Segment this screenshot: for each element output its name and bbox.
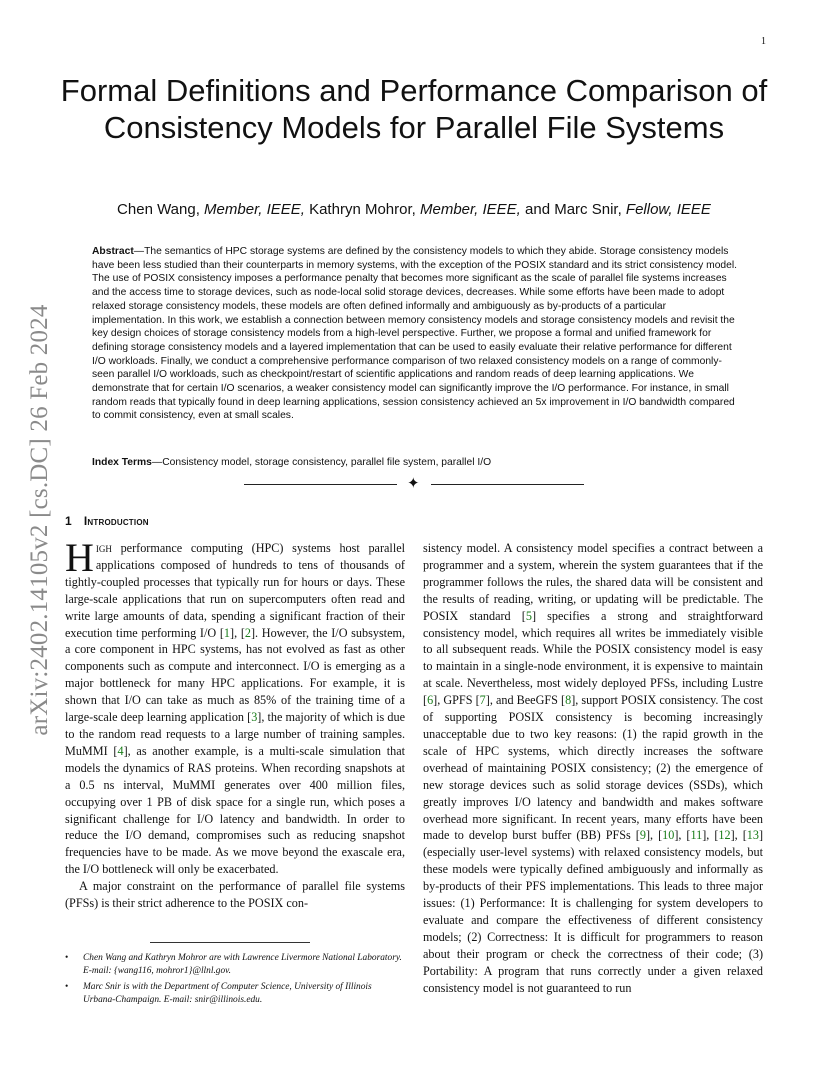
citation-link[interactable]: [ 5 ] <box>522 609 536 623</box>
abstract <box>92 245 738 423</box>
author-2-name: Kathryn Mohror, <box>304 201 420 218</box>
text-run: , <box>734 828 743 843</box>
citation-link[interactable]: [ 4 ] <box>113 744 127 758</box>
footnote-affiliation-1: • Chen Wang and Kathryn Mohror are with Lawrence Livermore National Laboratory. E-mail: {wang116, mohror1}@llnl.gov. <box>65 952 405 977</box>
author-1-name: Chen Wang, <box>117 201 205 218</box>
text-run: , GPFS <box>437 693 476 708</box>
text-run: , <box>678 828 687 843</box>
footnote-rule <box>150 942 310 943</box>
text-run: . However, the I/O subsystem, a core component in HPC systems, has not evolved as fast as other components such as compute and interconnect. I/O is emerging as a major bottleneck for many HPC applications. For example, it is shown that I/O can take as much as 85% of the training time of a large-scale deep learning application <box>65 625 406 725</box>
arxiv-identifier-text: arXiv:2402.14105v2 [cs.DC] 26 Feb 2024 <box>26 304 53 736</box>
citation-link[interactable]: [ 2 ] <box>241 626 255 640</box>
citation-link[interactable]: [ 10 ] <box>658 828 678 842</box>
right-column <box>423 540 763 996</box>
text-run: , <box>650 828 659 843</box>
index-terms-label: Index Terms <box>92 457 152 468</box>
intro-paragraph-1 <box>65 535 406 878</box>
citation-link[interactable]: [ 7 ] <box>476 693 490 707</box>
text-run: performance computing (HPC) systems host parallel applications composed of hundreds to tens of thousands of tightly-coupled processes that typically run for hours or days. These large-scale applications that run on supercomputers often read and write large amounts of data, spending a significant fraction of their execution time performing I/O <box>65 541 405 640</box>
divider-diamond-icon: ✦ <box>407 476 420 492</box>
text-run: , support POSIX consistency. The cost of supporting POSIX consistency is becoming increasingly unacceptable due to two key reasons: (1) the rapid growth in the scale of HPC systems, which directly increases the software overhead of maintaining POSIX consistency; (2) the emergence of new storage devices such as solid storage devices (SSDs), which greatly improves I/O latency and bandwidth and makes software overhead more significant. In recent years, many efforts have been made to develop burst buffer (BB) PFSs <box>423 693 763 843</box>
text-run: , as another example, is a multi-scale simulation that models the dynamics of RAS proteins. When recording snapshots at a 0.5 ns interval, MuMMI generates over 400 million files, occupying over 1 PB of disk space for a single run, which poses a significant challenge for I/O latency and bandwidth. In order to reduce the I/O demand, compromises such as reducing snapshot frequencies have to be made. As we move beyond the exascale era, the I/O bottleneck will only be exacerbated. <box>65 743 405 877</box>
text-run: , <box>706 828 715 843</box>
index-terms-text: —Consistency model, storage consistency, parallel file system, parallel I/O <box>151 457 492 468</box>
text-run: specifies a strong and straightforward consistency model, which requires all writes be immediately visible to all subsequent reads. While the POSIX consistency model is easy to maintain in a single-node environment, it is expensive to maintain at scale. Nevertheless, most widely deployed PFSs, including Lustre <box>423 608 763 691</box>
citation-link[interactable]: [ 6 ] <box>423 693 437 707</box>
text-run: , <box>234 625 241 640</box>
citation-link[interactable]: [ 8 ] <box>561 693 575 707</box>
author-3-name: and Marc Snir, <box>520 201 626 218</box>
footnotes <box>65 952 405 1010</box>
text-run: sistency model. A consistency model specifies a contract between a programmer and a system, wherein the system guarantees that if the programmer follows the rules, the shared data will be consistent and the results of reading, writing, or updating will be predictable. The POSIX standard <box>423 541 763 623</box>
citation-link[interactable]: [ 3 ] <box>247 710 261 724</box>
text-run: , and BeeGFS <box>489 693 562 708</box>
author-3-role: Fellow, IEEE <box>625 201 711 218</box>
drop-cap-lead: igh <box>95 541 112 555</box>
left-column <box>65 535 406 912</box>
citation-link[interactable]: [ 12 ] <box>714 828 734 842</box>
intro-paragraph-2: A major constraint on the performance of parallel file systems (PFSs) is their strict adherence to the POSIX con- <box>65 879 405 911</box>
paper-title: Formal Definitions and Performance Comparison of Consistency Models for Parallel File Systems <box>60 73 768 145</box>
divider-line-left <box>244 484 397 485</box>
citation-link[interactable]: [ 1 ] <box>220 626 234 640</box>
citation-link[interactable]: [ 9 ] <box>636 828 650 842</box>
citation-link[interactable]: [ 11 ] <box>686 828 706 842</box>
page-number: 1 <box>761 36 766 47</box>
citation-link[interactable]: [ 13 ] <box>743 828 763 842</box>
drop-cap: H <box>65 535 94 580</box>
section-heading <box>65 514 149 528</box>
divider-line-right <box>431 484 584 485</box>
intro-paragraph-2-continued <box>423 540 763 996</box>
footnote-affiliation-2: • Marc Snir is with the Department of Computer Science, University of Illinois Urbana-Champaign. E-mail: snir@illinois.edu. <box>65 981 405 1006</box>
text-run: , the majority of which is due to the random read requests to a large number of training samples. MuMMI <box>65 710 405 758</box>
index-terms <box>92 457 738 468</box>
abstract-text: —The semantics of HPC storage systems are defined by the consistency models to which they abide. Storage consistency models have been less studied than their counterparts in memory systems, with the exception of the POSIX standard and its strict consistency model. The use of POSIX consistency imposes a performance penalty that becomes more significant as the scale of parallel file systems increases and the access time to storage devices, such as node-local solid storage devices, decreases. While some efforts have been made to adopt relaxed storage consistency models, these models are often defined informally and ambiguously as by-products of a particular implementation. In this work, we establish a connection between memory consistency models and storage consistency models and revisit the key design choices of storage consistency models from a high-level perspective. Further, we propose a formal and unified framework for defining storage consistency models and a layered implementation that can be used to easily evaluate their relative performance for different I/O workloads. Finally, we conduct a comprehensive performance comparison of two relaxed consistency models on a range of commonly-seen parallel I/O workloads, such as checkpoint/restart of scientific applications and random reads of deep learning applications. We demonstrate that for certain I/O scenarios, a weaker consistency model can significantly improve the I/O performance. For instance, in small random reads that typically found in deep learning applications, session consistency achieved an 5x improvement in I/O bandwidth compared to commit consistency, even at small scales. <box>92 246 738 422</box>
author-1-role: Member, IEEE, <box>204 201 305 218</box>
section-divider <box>244 476 584 492</box>
author-2-role: Member, IEEE, <box>419 201 521 218</box>
section-title: Introduction <box>83 514 149 528</box>
text-run: (especially user-level systems) with relaxed consistency models, but these models were typically defined ambiguously and informally as by-products of their PFS implementations. This leads to three major issues: (1) Performance: It is challenging for system developers to evaluate and compare the effectiveness of different consistency models; (2) Correctness: It is difficult for programmers to reason about their program or check the correctness of their code; (3) Portability: A program that runs correctly under a given relaxed consistency model is not guaranteed to run <box>423 845 763 995</box>
abstract-label: Abstract <box>92 246 134 257</box>
author-line <box>60 201 768 218</box>
section-number: 1 <box>65 514 72 528</box>
